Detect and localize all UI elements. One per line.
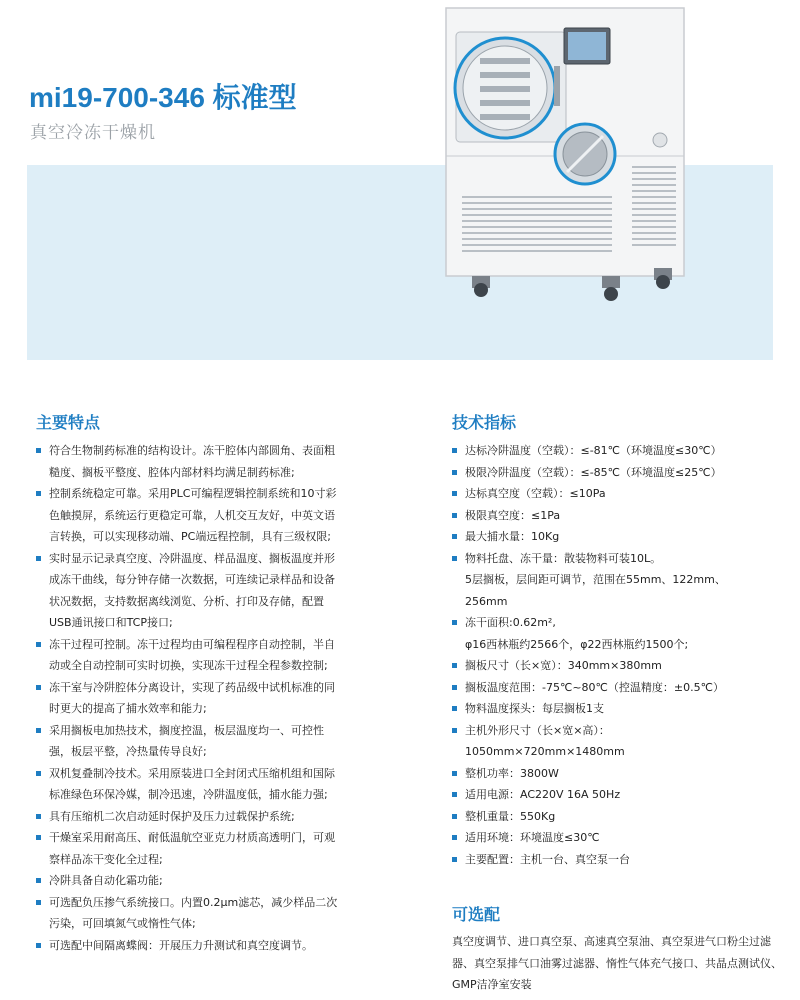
bullet-icon <box>36 878 41 883</box>
list-item: 实时显示记录真空度、冷阱温度、样品温度、搁板温度并形 成冻干曲线，每分钟存储一次数据，可连续记录样品和设备 状况数据，支持数据离线浏览、分析、打印及存储，配置 USB通讯接口和TCP接口; <box>36 548 386 634</box>
bullet-icon <box>452 685 457 690</box>
bullet-icon <box>36 771 41 776</box>
list-item: 冻干室与冷阱腔体分离设计，实现了药品级中试机标准的同 时更大的提高了捕水效率和能力; <box>36 677 386 720</box>
list-item: 符合生物制药标准的结构设计。冻干腔体内部圆角、表面粗 糙度、搁板平整度、腔体内部材料均满足制药标准; <box>36 440 386 483</box>
specs-list <box>452 440 782 870</box>
bullet-icon <box>452 835 457 840</box>
optional-description: 真空度调节、进口真空泵、高速真空泵油、真空泵进气口粉尘过滤器、真空泵排气口油雾过滤器、惰性气体充气接口、共晶点测试仪、GMP洁净室安装 <box>452 935 782 991</box>
bullet-icon <box>452 857 457 862</box>
list-item: 极限冷阱温度（空载）：≤-85℃（环境温度≤25℃） <box>452 462 782 484</box>
bullet-icon <box>36 943 41 948</box>
list-item: 主要配置：主机一台、真空泵一台 <box>452 849 782 871</box>
bullet-icon <box>36 900 41 905</box>
list-item: 可选配负压掺气系统接口。内置0.2μm滤芯，减少样品二次 污染，可回填氮气或惰性气体; <box>36 892 386 935</box>
bullet-icon <box>452 771 457 776</box>
list-item: 冻干面积:0.62m², φ16西林瓶约2566个，φ22西林瓶约1500个; <box>452 612 782 655</box>
bullet-icon <box>452 792 457 797</box>
bullet-icon <box>36 642 41 647</box>
bullet-icon <box>452 448 457 453</box>
bullet-icon <box>36 814 41 819</box>
bullet-icon <box>36 491 41 496</box>
list-item: 主机外形尺寸（长×宽×高）： 1050mm×720mm×1480mm <box>452 720 782 763</box>
bullet-icon <box>452 663 457 668</box>
bullet-icon <box>452 556 457 561</box>
features-list <box>36 440 386 956</box>
list-item: 冻干过程可控制。冻干过程均由可编程程序自动控制，半自 动或全自动控制可实时切换，实现冻干过程全程参数控制; <box>36 634 386 677</box>
page-title: mi19-700-346 标准型 <box>29 82 297 113</box>
bullet-icon <box>36 835 41 840</box>
list-item: 整机重量：550Kg <box>452 806 782 828</box>
bullet-icon <box>36 728 41 733</box>
list-item: 干燥室采用耐高压、耐低温航空亚克力材质高透明门，可观 察样品冻干变化全过程; <box>36 827 386 870</box>
bullet-icon <box>452 620 457 625</box>
bullet-icon <box>452 491 457 496</box>
list-item: 极限真空度：≤1Pa <box>452 505 782 527</box>
bullet-icon <box>36 448 41 453</box>
list-item: 适用环境：环境温度≤30℃ <box>452 827 782 849</box>
features-heading: 主要特点 <box>36 413 101 432</box>
freeze-dryer-product-image <box>442 6 692 302</box>
list-item: 控制系统稳定可靠。采用PLC可编程逻辑控制系统和10寸彩 色触摸屏，系统运行更稳定可靠，人机交互友好，中英文语 言转换，可以实现移动端、PC端远程控制，具有三级权限; <box>36 483 386 548</box>
list-item: 最大捕水量：10Kg <box>452 526 782 548</box>
list-item: 双机复叠制冷技术。采用原装进口全封闭式压缩机组和国际 标准绿色环保冷媒，制冷迅速，冷阱温度低，捕水能力强; <box>36 763 386 806</box>
page-subtitle: 真空冷冻干燥机 <box>30 123 156 143</box>
bullet-icon <box>452 470 457 475</box>
list-item: 冷阱具备自动化霜功能; <box>36 870 386 892</box>
list-item: 采用搁板电加热技术，搁度控温，板层温度均一、可控性 强，板层平整，冷热量传导良好; <box>36 720 386 763</box>
bullet-icon <box>452 706 457 711</box>
bullet-icon <box>452 513 457 518</box>
bullet-icon <box>452 814 457 819</box>
list-item: 整机功率：3800W <box>452 763 782 785</box>
list-item: 具有压缩机二次启动延时保护及压力过载保护系统; <box>36 806 386 828</box>
bullet-icon <box>452 534 457 539</box>
list-item: 达标真空度（空载）：≤10Pa <box>452 483 782 505</box>
list-item: 可选配中间隔离蝶阀：开展压力升测试和真空度调节。 <box>36 935 386 957</box>
bullet-icon <box>36 685 41 690</box>
specs-heading: 技术指标 <box>452 413 517 432</box>
bullet-icon <box>452 728 457 733</box>
list-item: 物料温度探头：每层搁板1支 <box>452 698 782 720</box>
bullet-icon <box>36 556 41 561</box>
list-item: 适用电源：AC220V 16A 50Hz <box>452 784 782 806</box>
list-item: 达标冷阱温度（空载）：≤-81℃（环境温度≤30℃） <box>452 440 782 462</box>
list-item: 物料托盘、冻干量：散装物料可装10L。 5层搁板，层间距可调节，范围在55mm、122mm、 256mm <box>452 548 782 613</box>
list-item: 搁板温度范围：-75℃~80℃（控温精度：±0.5℃） <box>452 677 782 699</box>
optional-heading: 可选配 <box>452 905 501 924</box>
list-item: 搁板尺寸（长×宽）：340mm×380mm <box>452 655 782 677</box>
